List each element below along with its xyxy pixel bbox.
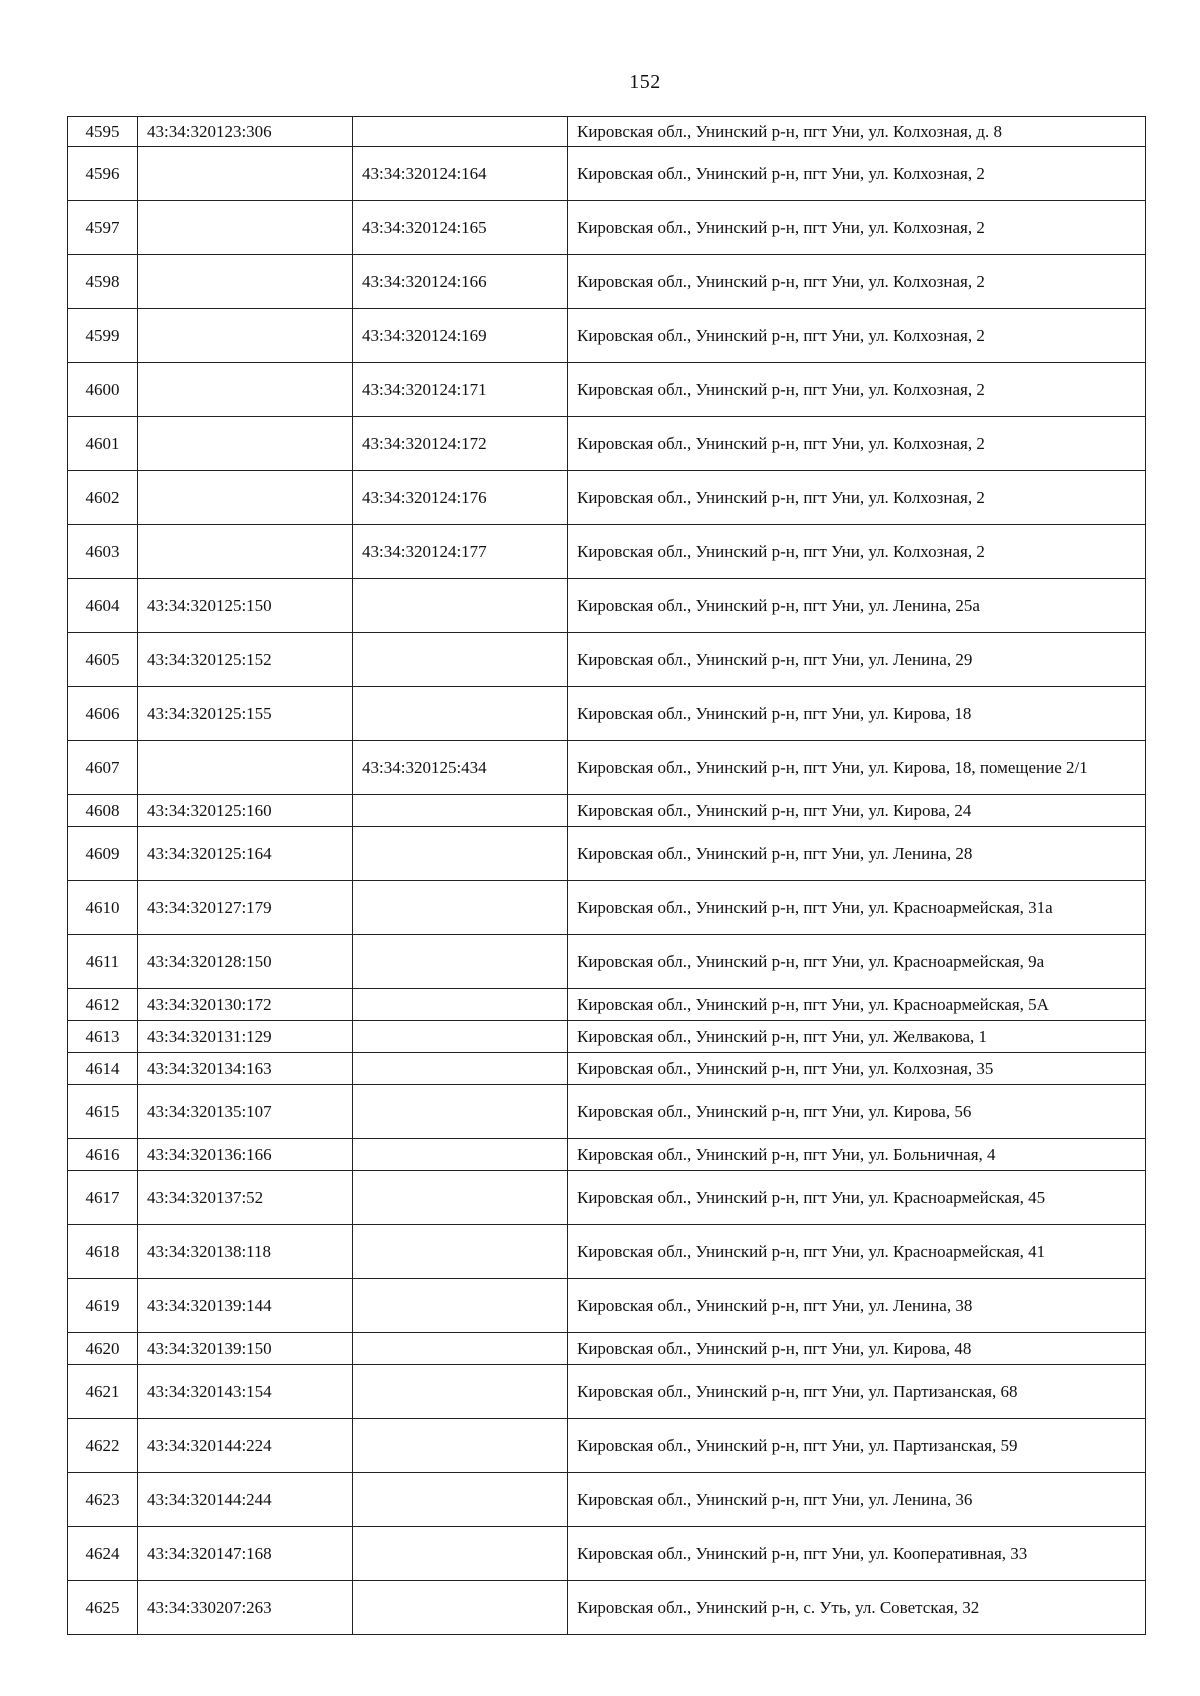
row-number-cell: 4596 [68, 147, 138, 201]
parcel-number-cell: 43:34:320125:155 [138, 687, 353, 741]
address-cell: Кировская обл., Унинский р-н, пгт Уни, ул. Ленина, 28 [568, 827, 1146, 881]
address-cell: Кировская обл., Унинский р-н, пгт Уни, ул. Кирова, 48 [568, 1333, 1146, 1365]
object-number-cell: 43:34:320124:165 [353, 201, 568, 255]
row-number-cell: 4603 [68, 525, 138, 579]
address-cell: Кировская обл., Унинский р-н, пгт Уни, ул. Ленина, 25а [568, 579, 1146, 633]
row-number-cell: 4617 [68, 1171, 138, 1225]
row-number-cell: 4597 [68, 201, 138, 255]
address-cell: Кировская обл., Унинский р-н, пгт Уни, ул. Колхозная, 2 [568, 525, 1146, 579]
object-number-cell: 43:34:320124:177 [353, 525, 568, 579]
address-cell: Кировская обл., Унинский р-н, пгт Уни, ул. Кирова, 18, помещение 2/1 [568, 741, 1146, 795]
parcel-number-cell [138, 309, 353, 363]
parcel-number-cell: 43:34:320131:129 [138, 1021, 353, 1053]
row-number-cell: 4608 [68, 795, 138, 827]
address-cell: Кировская обл., Унинский р-н, пгт Уни, ул. Партизанская, 68 [568, 1365, 1146, 1419]
object-number-cell [353, 827, 568, 881]
table-row [68, 1333, 1146, 1365]
row-number-cell: 4610 [68, 881, 138, 935]
parcel-number-cell [138, 147, 353, 201]
row-number-cell: 4611 [68, 935, 138, 989]
object-number-cell [353, 117, 568, 147]
table-row [68, 633, 1146, 687]
object-number-cell [353, 881, 568, 935]
row-number-cell: 4622 [68, 1419, 138, 1473]
object-number-cell [353, 935, 568, 989]
table-row [68, 1365, 1146, 1419]
object-number-cell: 43:34:320124:164 [353, 147, 568, 201]
parcel-number-cell: 43:34:320143:154 [138, 1365, 353, 1419]
row-number-cell: 4607 [68, 741, 138, 795]
object-number-cell: 43:34:320124:169 [353, 309, 568, 363]
object-number-cell [353, 1171, 568, 1225]
object-number-cell: 43:34:320124:171 [353, 363, 568, 417]
row-number-cell: 4621 [68, 1365, 138, 1419]
table-row [68, 989, 1146, 1021]
address-cell: Кировская обл., Унинский р-н, пгт Уни, ул. Колхозная, 35 [568, 1053, 1146, 1085]
address-cell: Кировская обл., Унинский р-н, пгт Уни, ул. Колхозная, 2 [568, 201, 1146, 255]
object-number-cell [353, 687, 568, 741]
row-number-cell: 4602 [68, 471, 138, 525]
object-number-cell [353, 989, 568, 1021]
row-number-cell: 4612 [68, 989, 138, 1021]
table-row [68, 363, 1146, 417]
parcel-number-cell [138, 525, 353, 579]
object-number-cell: 43:34:320124:176 [353, 471, 568, 525]
table-row [68, 579, 1146, 633]
address-cell: Кировская обл., Унинский р-н, пгт Уни, ул. Колхозная, 2 [568, 255, 1146, 309]
row-number-cell: 4616 [68, 1139, 138, 1171]
address-cell: Кировская обл., Унинский р-н, пгт Уни, ул. Красноармейская, 31а [568, 881, 1146, 935]
object-number-cell [353, 1021, 568, 1053]
table-row [68, 1171, 1146, 1225]
address-cell: Кировская обл., Унинский р-н, пгт Уни, ул. Кирова, 56 [568, 1085, 1146, 1139]
parcel-number-cell: 43:34:330207:263 [138, 1581, 353, 1635]
registry-table-body [68, 117, 1146, 1635]
address-cell: Кировская обл., Унинский р-н, пгт Уни, ул. Ленина, 36 [568, 1473, 1146, 1527]
table-row [68, 309, 1146, 363]
address-cell: Кировская обл., Унинский р-н, пгт Уни, ул. Больничная, 4 [568, 1139, 1146, 1171]
table-row [68, 1419, 1146, 1473]
table-row [68, 1021, 1146, 1053]
address-cell: Кировская обл., Унинский р-н, пгт Уни, ул. Желвакова, 1 [568, 1021, 1146, 1053]
table-row [68, 687, 1146, 741]
object-number-cell [353, 795, 568, 827]
row-number-cell: 4625 [68, 1581, 138, 1635]
address-cell: Кировская обл., Унинский р-н, пгт Уни, ул. Колхозная, 2 [568, 363, 1146, 417]
page-number: 152 [629, 71, 661, 93]
address-cell: Кировская обл., Унинский р-н, пгт Уни, ул. Кооперативная, 33 [568, 1527, 1146, 1581]
table-row [68, 1139, 1146, 1171]
table-row [68, 795, 1146, 827]
object-number-cell [353, 1419, 568, 1473]
object-number-cell: 43:34:320125:434 [353, 741, 568, 795]
address-cell: Кировская обл., Унинский р-н, с. Уть, ул. Советская, 32 [568, 1581, 1146, 1635]
parcel-number-cell: 43:34:320127:179 [138, 881, 353, 935]
address-cell: Кировская обл., Унинский р-н, пгт Уни, ул. Красноармейская, 41 [568, 1225, 1146, 1279]
object-number-cell [353, 1333, 568, 1365]
table-row [68, 1473, 1146, 1527]
address-cell: Кировская обл., Унинский р-н, пгт Уни, ул. Колхозная, 2 [568, 417, 1146, 471]
table-row [68, 1527, 1146, 1581]
parcel-number-cell [138, 363, 353, 417]
row-number-cell: 4624 [68, 1527, 138, 1581]
row-number-cell: 4604 [68, 579, 138, 633]
object-number-cell [353, 1279, 568, 1333]
row-number-cell: 4613 [68, 1021, 138, 1053]
table-row [68, 1085, 1146, 1139]
parcel-number-cell: 43:34:320123:306 [138, 117, 353, 147]
parcel-number-cell: 43:34:320136:166 [138, 1139, 353, 1171]
address-cell: Кировская обл., Унинский р-н, пгт Уни, ул. Красноармейская, 45 [568, 1171, 1146, 1225]
table-row [68, 471, 1146, 525]
parcel-number-cell: 43:34:320144:244 [138, 1473, 353, 1527]
row-number-cell: 4599 [68, 309, 138, 363]
parcel-number-cell: 43:34:320139:144 [138, 1279, 353, 1333]
address-cell: Кировская обл., Унинский р-н, пгт Уни, ул. Кирова, 18 [568, 687, 1146, 741]
row-number-cell: 4598 [68, 255, 138, 309]
address-cell: Кировская обл., Унинский р-н, пгт Уни, ул. Красноармейская, 5А [568, 989, 1146, 1021]
parcel-number-cell: 43:34:320125:150 [138, 579, 353, 633]
object-number-cell [353, 1139, 568, 1171]
object-number-cell [353, 1527, 568, 1581]
row-number-cell: 4620 [68, 1333, 138, 1365]
parcel-number-cell: 43:34:320125:164 [138, 827, 353, 881]
parcel-number-cell [138, 255, 353, 309]
address-cell: Кировская обл., Унинский р-н, пгт Уни, ул. Ленина, 29 [568, 633, 1146, 687]
object-number-cell [353, 1225, 568, 1279]
parcel-number-cell [138, 471, 353, 525]
table-row [68, 1279, 1146, 1333]
table-row [68, 117, 1146, 147]
object-number-cell [353, 1581, 568, 1635]
row-number-cell: 4595 [68, 117, 138, 147]
table-row [68, 417, 1146, 471]
row-number-cell: 4601 [68, 417, 138, 471]
table-row [68, 827, 1146, 881]
parcel-number-cell: 43:34:320138:118 [138, 1225, 353, 1279]
object-number-cell [353, 1085, 568, 1139]
row-number-cell: 4605 [68, 633, 138, 687]
address-cell: Кировская обл., Унинский р-н, пгт Уни, ул. Колхозная, д. 8 [568, 117, 1146, 147]
parcel-number-cell: 43:34:320130:172 [138, 989, 353, 1021]
row-number-cell: 4609 [68, 827, 138, 881]
table-row [68, 1225, 1146, 1279]
parcel-number-cell: 43:34:320147:168 [138, 1527, 353, 1581]
address-cell: Кировская обл., Унинский р-н, пгт Уни, ул. Колхозная, 2 [568, 147, 1146, 201]
row-number-cell: 4606 [68, 687, 138, 741]
parcel-number-cell: 43:34:320144:224 [138, 1419, 353, 1473]
address-cell: Кировская обл., Унинский р-н, пгт Уни, ул. Красноармейская, 9а [568, 935, 1146, 989]
table-row [68, 1581, 1146, 1635]
object-number-cell [353, 1473, 568, 1527]
address-cell: Кировская обл., Унинский р-н, пгт Уни, ул. Кирова, 24 [568, 795, 1146, 827]
row-number-cell: 4623 [68, 1473, 138, 1527]
row-number-cell: 4614 [68, 1053, 138, 1085]
address-cell: Кировская обл., Унинский р-н, пгт Уни, ул. Колхозная, 2 [568, 309, 1146, 363]
address-cell: Кировская обл., Унинский р-н, пгт Уни, ул. Партизанская, 59 [568, 1419, 1146, 1473]
parcel-number-cell: 43:34:320128:150 [138, 935, 353, 989]
row-number-cell: 4618 [68, 1225, 138, 1279]
parcel-number-cell: 43:34:320125:152 [138, 633, 353, 687]
table-row [68, 525, 1146, 579]
object-number-cell [353, 633, 568, 687]
row-number-cell: 4615 [68, 1085, 138, 1139]
table-row [68, 881, 1146, 935]
parcel-number-cell [138, 741, 353, 795]
object-number-cell: 43:34:320124:172 [353, 417, 568, 471]
table-row [68, 741, 1146, 795]
object-number-cell: 43:34:320124:166 [353, 255, 568, 309]
row-number-cell: 4600 [68, 363, 138, 417]
table-row [68, 201, 1146, 255]
registry-table [67, 116, 1146, 1635]
table-row [68, 1053, 1146, 1085]
object-number-cell [353, 579, 568, 633]
address-cell: Кировская обл., Унинский р-н, пгт Уни, ул. Ленина, 38 [568, 1279, 1146, 1333]
parcel-number-cell [138, 417, 353, 471]
parcel-number-cell: 43:34:320134:163 [138, 1053, 353, 1085]
parcel-number-cell: 43:34:320135:107 [138, 1085, 353, 1139]
parcel-number-cell: 43:34:320139:150 [138, 1333, 353, 1365]
parcel-number-cell: 43:34:320137:52 [138, 1171, 353, 1225]
address-cell: Кировская обл., Унинский р-н, пгт Уни, ул. Колхозная, 2 [568, 471, 1146, 525]
row-number-cell: 4619 [68, 1279, 138, 1333]
object-number-cell [353, 1053, 568, 1085]
table-row [68, 147, 1146, 201]
parcel-number-cell: 43:34:320125:160 [138, 795, 353, 827]
object-number-cell [353, 1365, 568, 1419]
parcel-number-cell [138, 201, 353, 255]
table-row [68, 935, 1146, 989]
table-row [68, 255, 1146, 309]
